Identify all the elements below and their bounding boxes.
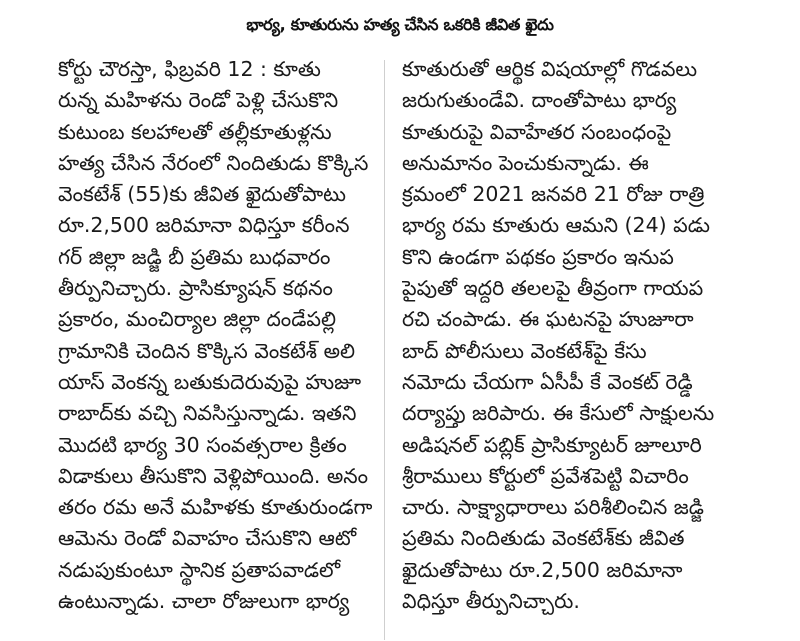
article-line: కుటుంబ కలహాలతో తల్లీకూతుళ్లను [58,119,332,144]
article-line: ప్రకారం, మంచిర్యాల జిల్లా దండేపల్లి [58,307,336,332]
article-line: మొదటి భార్య 30 సంవత్సరాల క్రితం [58,432,347,457]
article-line: కూతురుపై వివాహేతర సంబంధంపై [402,119,672,144]
article-line: బాద్ పోలీసులు వెంకటేశ్‌పై కేసు [402,338,647,363]
article-line: ఉంటున్నాడు. చాలా రోజులుగా భార్య [58,589,350,614]
article-line: ఆమెను రెండో వివాహం చేసుకొని ఆటో [58,526,357,551]
article-line: దర్యాప్తు జరిపారు. ఈ కేసులో సాక్షులను [402,401,715,426]
article-column-left [58,54,398,617]
article-line: గర్ జిల్లా జడ్జి బీ ప్రతిమ బుధవారం [58,244,331,269]
article-line: నమోదు చేయగా ఏసీపీ కే వెంకట్ రెడ్డి [402,369,693,394]
article-line: జరుగుతుండేవి. దాంతోపాటు భార్య [402,88,677,113]
article-line: ప్రతిమ నిందితుడు వెంకటేశ్‌కు జీవిత [402,526,685,551]
article-line: విధిస్తూ తీర్పునిచ్చారు. [402,589,580,614]
article-line: పైపుతో ఇద్దరి తలలపై తీవ్రంగా గాయప [402,276,704,301]
article-line: కొని ఉండగా పథకం ప్రకారం ఇనుప [402,244,674,269]
article-line: నడుపుకుంటూ స్థానిక ప్రతాపవాడలో [58,557,341,582]
article-line: తీర్పునిచ్చారు. ప్రాసిక్యూషన్ కథనం [58,276,333,301]
article-line: రూ.2,500 జరిమానా విధిస్తూ కరీంన [58,213,350,238]
article-line: గ్రామానికి చెందిన కొక్కిస వెంకటేశ్ అలి [58,338,355,363]
article-line: క్రమంలో 2021 జనవరి 21 రోజు రాత్రి [402,182,705,207]
article-column-right [402,54,742,617]
article-line: అనుమానం పెంచుకున్నాడు. ఈ [402,150,649,175]
article-line: అడిషనల్ పబ్లిక్ ప్రాసిక్యూటర్ జూలూరి [402,432,702,457]
article-line: కోర్టు చౌరస్తా, ఫిబ్రవరి 12 : కూతు [58,57,321,81]
article-line: చారు. సాక్ష్యాధారాలు పరిశీలించిన జడ్జి [402,495,704,520]
article-line: హత్య చేసిన నేరంలో నిందితుడు కొక్కిస [58,150,369,175]
column-divider [384,60,385,640]
article-line: శ్రీరాములు కోర్టులో ప్రవేశపెట్టి విచారిం [402,463,689,488]
article-line: కూతురుతో ఆర్థిక విషయాల్లో గొడవలు [402,57,698,81]
article-line: రున్న మహిళను రెండో పెళ్లి చేసుకొని [58,88,339,113]
article-line: భార్య రమ కూతురు ఆమని (24) పడు [402,213,710,238]
article-line: వెంకటేశ్ (55)కు జీవిత ఖైదుతోపాటు [58,182,347,207]
article-line: ఖైదుతోపాటు రూ.2,500 జరిమానా [402,557,683,582]
article-line: రచి చంపాడు. ఈ ఘటనపై హుజూరా [402,307,694,332]
headline: భార్య, కూతురును హత్య చేసిన ఒకరికి జీవిత ఖైదు [246,15,554,34]
article-line: విడాకులు తీసుకొని వెళ్లిపోయింది. అనం [58,463,369,488]
article-line: యాస్ వెంకన్న బతుకుదెరువుపై హుజూ [58,369,362,394]
article-line: రాబాద్‌కు వచ్చి నివసిస్తున్నాడు. ఇతని [58,401,357,426]
article-line: తరం రమ అనే మహిళకు కూతురుండగా [58,495,373,520]
